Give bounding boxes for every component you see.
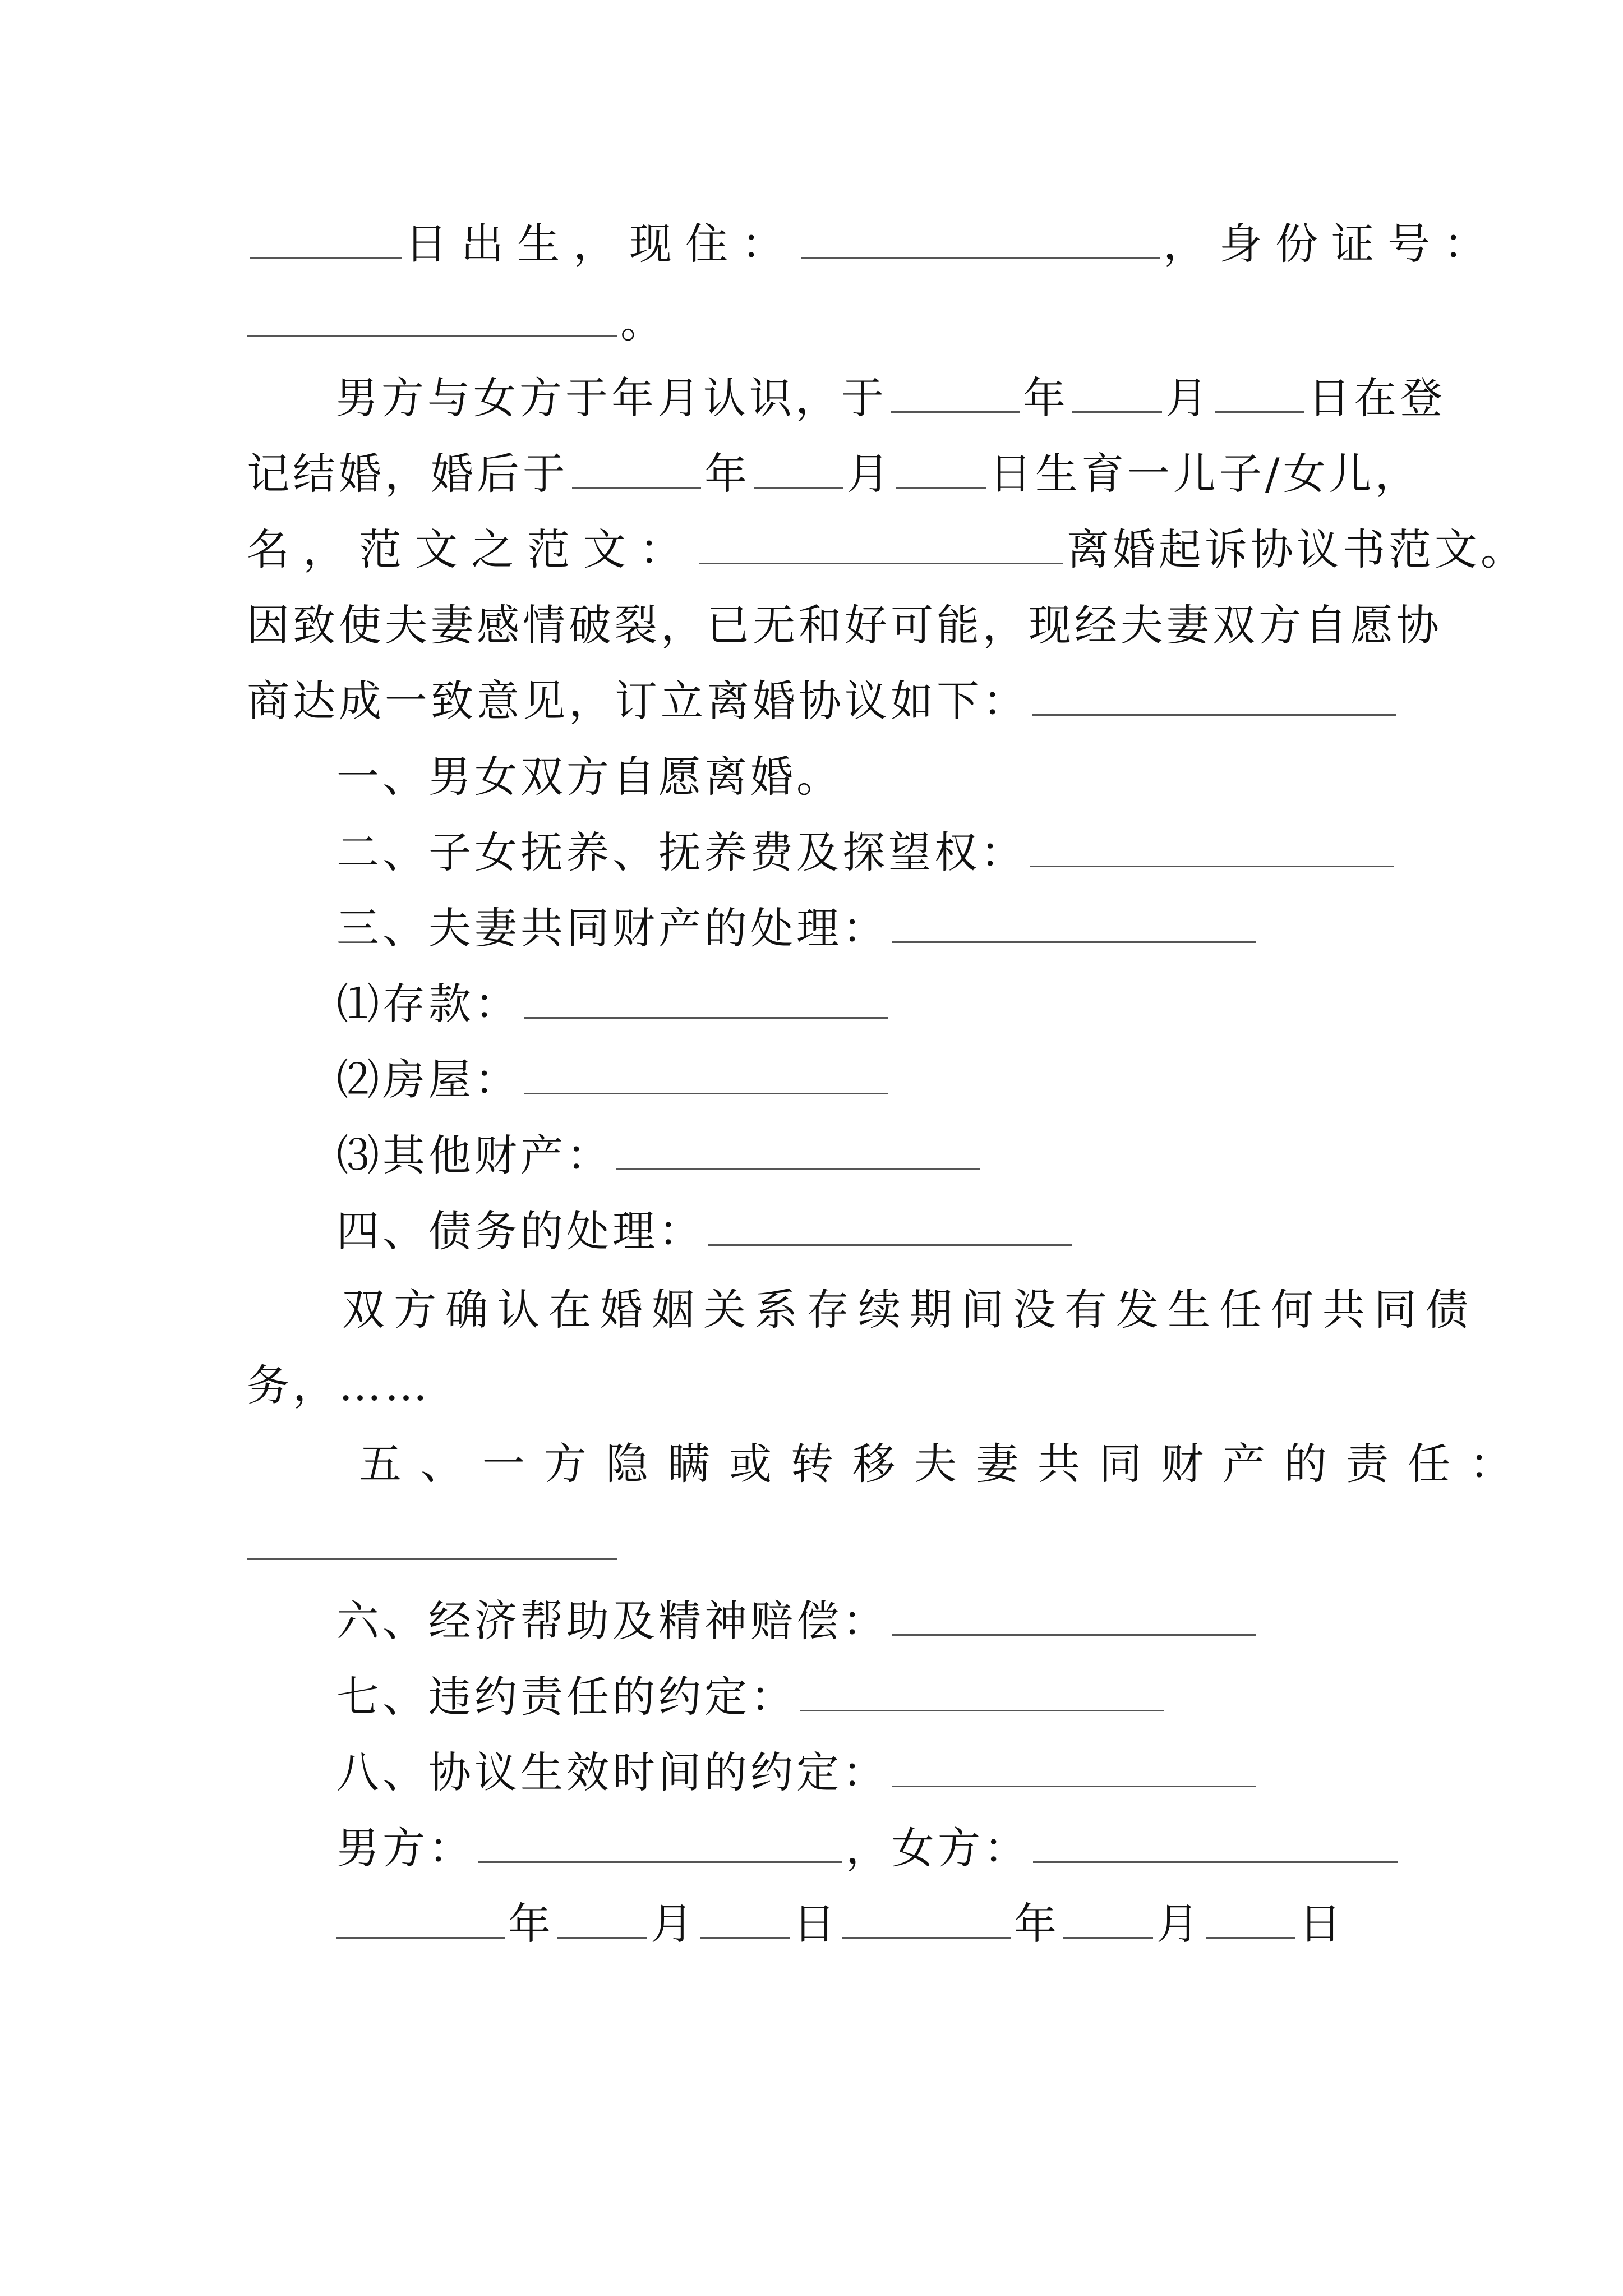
blank-field[interactable]: [524, 980, 888, 1019]
clause-label: 四、债务的处理：: [336, 1206, 704, 1256]
blank-field[interactable]: [892, 904, 1256, 943]
blank-field[interactable]: [247, 1521, 617, 1560]
male-label: 男方：: [336, 1823, 474, 1873]
clause-5: 五、一方隐瞒或转移夫妻共同财产的责任：: [359, 1439, 1531, 1489]
blank-field[interactable]: [1215, 374, 1304, 413]
blank-field[interactable]: [892, 1749, 1256, 1787]
clause-3-3: [336, 1125, 1469, 1186]
clause-label: 三、夫妻共同财产的处理：: [336, 903, 888, 953]
blank-field[interactable]: [708, 1207, 1072, 1246]
blank-field[interactable]: [892, 1597, 1256, 1636]
id-number-label: ，身份证号：: [1163, 219, 1500, 269]
female-year-field[interactable]: [842, 1900, 1011, 1939]
para-text: 月: [1165, 373, 1211, 423]
female-day-field[interactable]: [1206, 1900, 1295, 1939]
blank-field[interactable]: [572, 450, 701, 489]
blank-field[interactable]: [896, 450, 986, 489]
female-label: ，女方：: [846, 1823, 1030, 1873]
para-line: [247, 519, 1527, 581]
clause-4-note-line1: 双方确认在婚姻关系存续期间没有发生任何共同债: [342, 1285, 1477, 1335]
blank-field[interactable]: [1032, 677, 1396, 716]
clause-label: ⑵房屋：: [336, 1055, 520, 1105]
blank-field[interactable]: [247, 298, 617, 337]
male-month-field[interactable]: [557, 1900, 647, 1939]
female-signature-field[interactable]: [1033, 1824, 1398, 1863]
blank-field[interactable]: [754, 450, 843, 489]
clause-8: [336, 1742, 1469, 1803]
clause-4-note-line2: 务，……: [247, 1360, 431, 1410]
para-line: [335, 367, 1468, 429]
blank-field[interactable]: [891, 374, 1020, 413]
para-text: 年: [1023, 373, 1069, 423]
clause-label: ⑴存款：: [336, 979, 520, 1029]
clause-5-blank-line: [247, 1515, 1380, 1576]
clause-6: [336, 1590, 1469, 1652]
signature-line: [336, 1818, 1469, 1879]
para-line: [247, 443, 1421, 505]
clause-label: 七、违约责任的约定：: [336, 1672, 796, 1722]
birth-address-label: 日出生，现住：: [405, 219, 797, 269]
clause-4: [336, 1200, 1469, 1262]
blank-field[interactable]: [616, 1131, 980, 1170]
para-text: 日生育一儿子/女儿，: [989, 449, 1421, 499]
clause-3-2: [336, 1049, 1469, 1111]
para-text: 名，范文之范文：: [247, 524, 695, 574]
clause-1: 一、男女双方自愿离婚。: [336, 752, 842, 802]
month-label: 月: [1156, 1899, 1202, 1949]
id-number-line: [247, 292, 1380, 353]
male-day-field[interactable]: [700, 1900, 790, 1939]
female-month-field[interactable]: [1063, 1900, 1153, 1939]
day-label: 日: [793, 1899, 839, 1949]
year-label: 年: [1014, 1899, 1060, 1949]
clause-label: 二、子女抚养、抚养费及探望权：: [336, 827, 1026, 877]
month-label: 月: [651, 1899, 697, 1949]
blank-field[interactable]: [1072, 374, 1162, 413]
clause-2: [336, 822, 1469, 884]
blank-field[interactable]: [524, 1056, 888, 1094]
blank-field[interactable]: [1030, 829, 1394, 867]
period-mark: 。: [620, 297, 666, 347]
para-text: 年: [704, 449, 750, 499]
clause-label: ⑶其他财产：: [336, 1130, 612, 1180]
para-line: [247, 670, 1380, 732]
day-label: 日: [1299, 1899, 1345, 1949]
clause-3-1: [336, 973, 1469, 1035]
blank-field[interactable]: [801, 220, 1160, 259]
clause-label: 六、经济帮助及精神赔偿：: [336, 1596, 888, 1646]
blank-field[interactable]: [800, 1673, 1164, 1711]
signature-date-line: [336, 1893, 1469, 1955]
birth-address-line: [247, 213, 1500, 275]
para-text: 日在登: [1308, 373, 1446, 423]
clause-7: [336, 1666, 1469, 1728]
blank-field[interactable]: [250, 220, 402, 259]
year-label: 年: [508, 1899, 554, 1949]
male-year-field[interactable]: [336, 1900, 505, 1939]
para-text: 月: [847, 449, 893, 499]
clause-label: 八、协议生效时间的约定：: [336, 1747, 888, 1797]
para-text: 男方与女方于年月认识，于: [335, 373, 887, 423]
para-text: 记结婚，婚后于: [247, 449, 569, 499]
para-line: 因致使夫妻感情破裂，已无和好可能，现经夫妻双方自愿协: [247, 600, 1442, 650]
blank-field[interactable]: [699, 526, 1063, 564]
para-text: 商达成一致意见，订立离婚协议如下：: [247, 676, 1029, 726]
para-text: 离婚起诉协议书范文。: [1067, 524, 1527, 574]
clause-3: [336, 898, 1469, 959]
male-signature-field[interactable]: [478, 1824, 842, 1863]
